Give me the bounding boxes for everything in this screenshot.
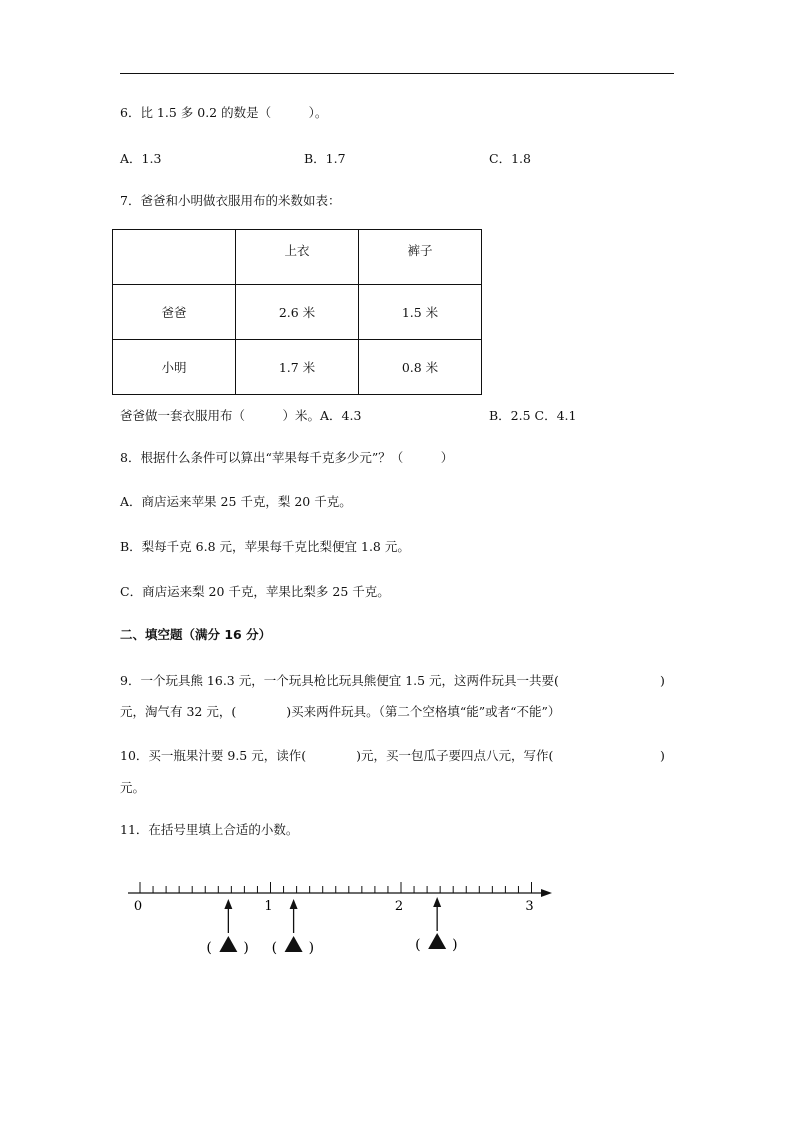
section-title: 二、填空题（满分 16 分） <box>120 627 272 642</box>
triangle-icon <box>219 936 237 952</box>
q9-line1: 9．一个玩具熊 16.3 元，一个玩具枪比玩具熊便宜 1.5 元，这两件玩具一共要( <box>120 673 559 688</box>
q6-option-b: B．1.7 <box>304 151 346 166</box>
q10-line1: 10．买一瓶果汁要 9.5 元，读作( )元，买一包瓜子要四点八元，写作( <box>120 748 554 763</box>
q8-option-a: A．商店运来苹果 25 千克，梨 20 千克。 <box>120 494 352 509</box>
table-cell: 0.8 米 <box>359 340 482 395</box>
q9-line2: 元，淘气有 32 元，( )买来两件玩具。（第二个空格填“能”或者“不能”） <box>120 704 561 719</box>
table-cell: 小明 <box>113 340 236 395</box>
answer-paren-close: ) <box>243 940 249 956</box>
tick-label: 1 <box>264 899 273 914</box>
pointer-arrow-head <box>433 897 441 907</box>
q7-stem: 7．爸爸和小明做衣服用布的米数如表： <box>120 193 341 208</box>
table-header-cell: 裤子 <box>359 230 482 285</box>
q9-blank1-close: ) <box>660 673 665 688</box>
axis-arrowhead <box>541 889 552 897</box>
tick-label: 0 <box>133 899 143 914</box>
table-cell: 1.5 米 <box>359 285 482 340</box>
pointer-arrow-head <box>224 899 232 909</box>
q11-stem: 11．在括号里填上合适的小数。 <box>120 822 299 837</box>
number-line <box>128 882 552 956</box>
answer-paren-open: ( <box>415 937 421 953</box>
q6-stem: 6．比 1.5 多 0.2 的数是（ ）。 <box>120 105 328 120</box>
answer-paren-open: ( <box>206 940 212 956</box>
q7-question: 爸爸做一套衣服用布（ ）米。A．4.3 <box>120 408 362 423</box>
q6-option-c: C．1.8 <box>489 151 531 166</box>
table-header-cell: 上衣 <box>236 230 359 285</box>
q8-option-b: B．梨每千克 6.8 元，苹果每千克比梨便宜 1.8 元。 <box>120 539 410 554</box>
answer-paren-close: ) <box>452 937 458 953</box>
tick-label: 2 <box>394 899 404 914</box>
pointer-arrow-head <box>290 899 298 909</box>
answer-paren-open: ( <box>271 940 278 956</box>
q10-line2: 元。 <box>120 780 146 795</box>
q6-option-a: A．1.3 <box>120 151 162 166</box>
q10-blank-close: ) <box>660 748 665 763</box>
triangle-icon <box>285 936 303 952</box>
triangle-icon <box>428 933 446 949</box>
q8-stem: 8．根据什么条件可以算出“苹果每千克多少元”？（ ） <box>120 450 454 465</box>
table-cell: 1.7 米 <box>236 340 359 395</box>
answer-paren-close: ) <box>308 940 315 956</box>
q8-option-c: C．商店运来梨 20 千克，苹果比梨多 25 千克。 <box>120 584 390 599</box>
tick-label: 3 <box>525 899 534 914</box>
table-cell: 爸爸 <box>113 285 236 340</box>
table-cell: 2.6 米 <box>236 285 359 340</box>
q7-options-rest: B．2.5 C．4.1 <box>489 408 577 423</box>
